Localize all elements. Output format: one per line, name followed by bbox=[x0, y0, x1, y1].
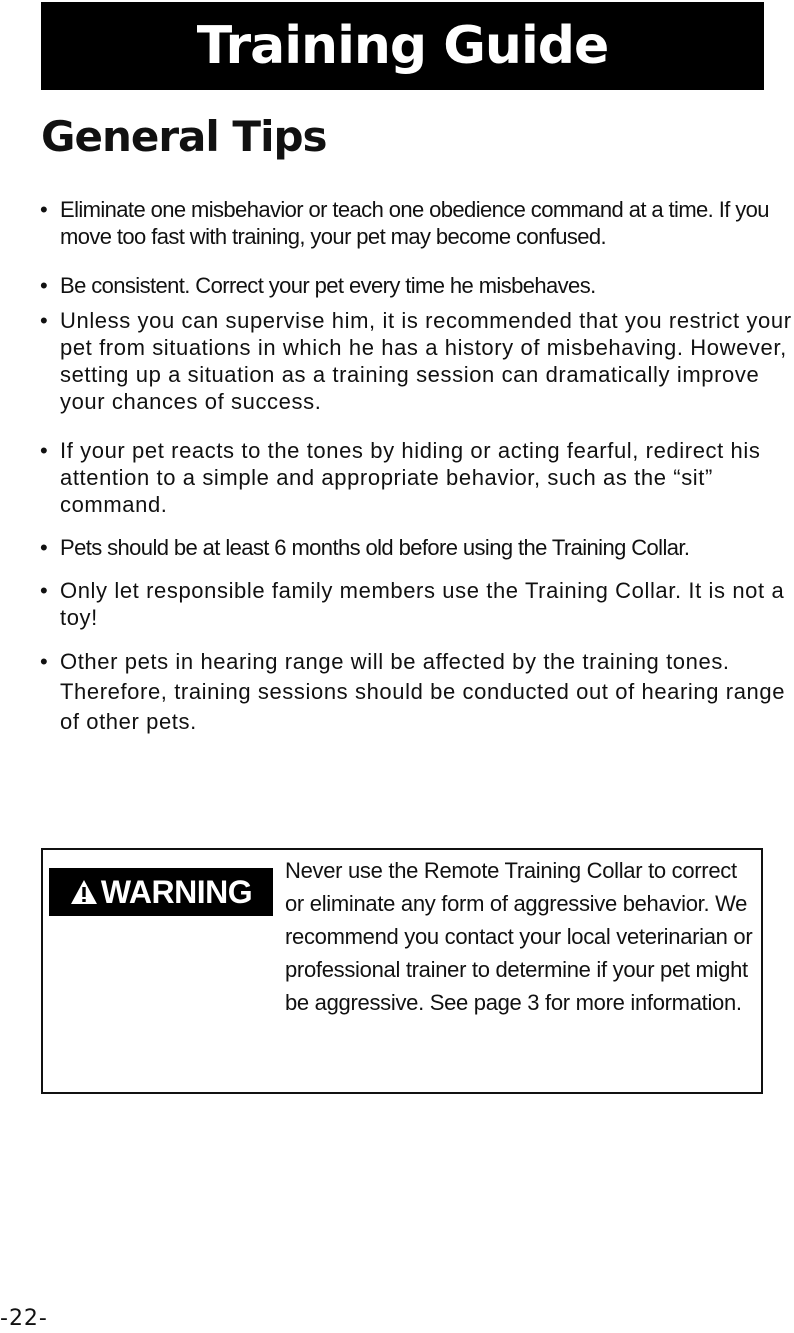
warning-label-text: WARNING bbox=[100, 873, 253, 910]
tip-item: • Unless you can supervise him, it is recommended that you restrict your pet from situations in which he has a history of misbehaving. However, setting up a situation as a training session can dramatically improve your chances of success. bbox=[38, 307, 794, 415]
page-title: Training Guide bbox=[196, 16, 609, 76]
tip-item: • Only let responsible family members use the Training Collar. It is not a toy! bbox=[38, 577, 794, 631]
page-number: -22- bbox=[0, 1306, 48, 1331]
warning-box bbox=[41, 848, 763, 1094]
section-title: General Tips bbox=[41, 112, 327, 161]
tip-item: • Be consistent. Correct your pet every time he misbehaves. bbox=[38, 272, 794, 299]
tip-item: • Pets should be at least 6 months old before using the Training Collar. bbox=[38, 534, 794, 561]
tip-item: • If your pet reacts to the tones by hiding or acting fearful, redirect his attention to a simple and appropriate behavior, such as the “sit” command. bbox=[38, 437, 794, 518]
warning-triangle-icon bbox=[70, 879, 98, 905]
warning-text: Never use the Remote Training Collar to correct or eliminate any form of aggressive behavior. We recommend you contact your local veterinarian or professional trainer to determine if your pet might be aggressive. See page 3 for more information. bbox=[285, 858, 753, 1015]
warning-label bbox=[49, 868, 273, 916]
tip-item: • Eliminate one misbehavior or teach one obedience command at a time. If you move too fast with training, your pet may become confused. bbox=[38, 196, 794, 250]
title-banner bbox=[41, 2, 764, 90]
tip-item: • Other pets in hearing range will be affected by the training tones. Therefore, training sessions should be conducted out of hearing range of other pets. bbox=[38, 647, 794, 737]
tips-list bbox=[38, 196, 794, 737]
